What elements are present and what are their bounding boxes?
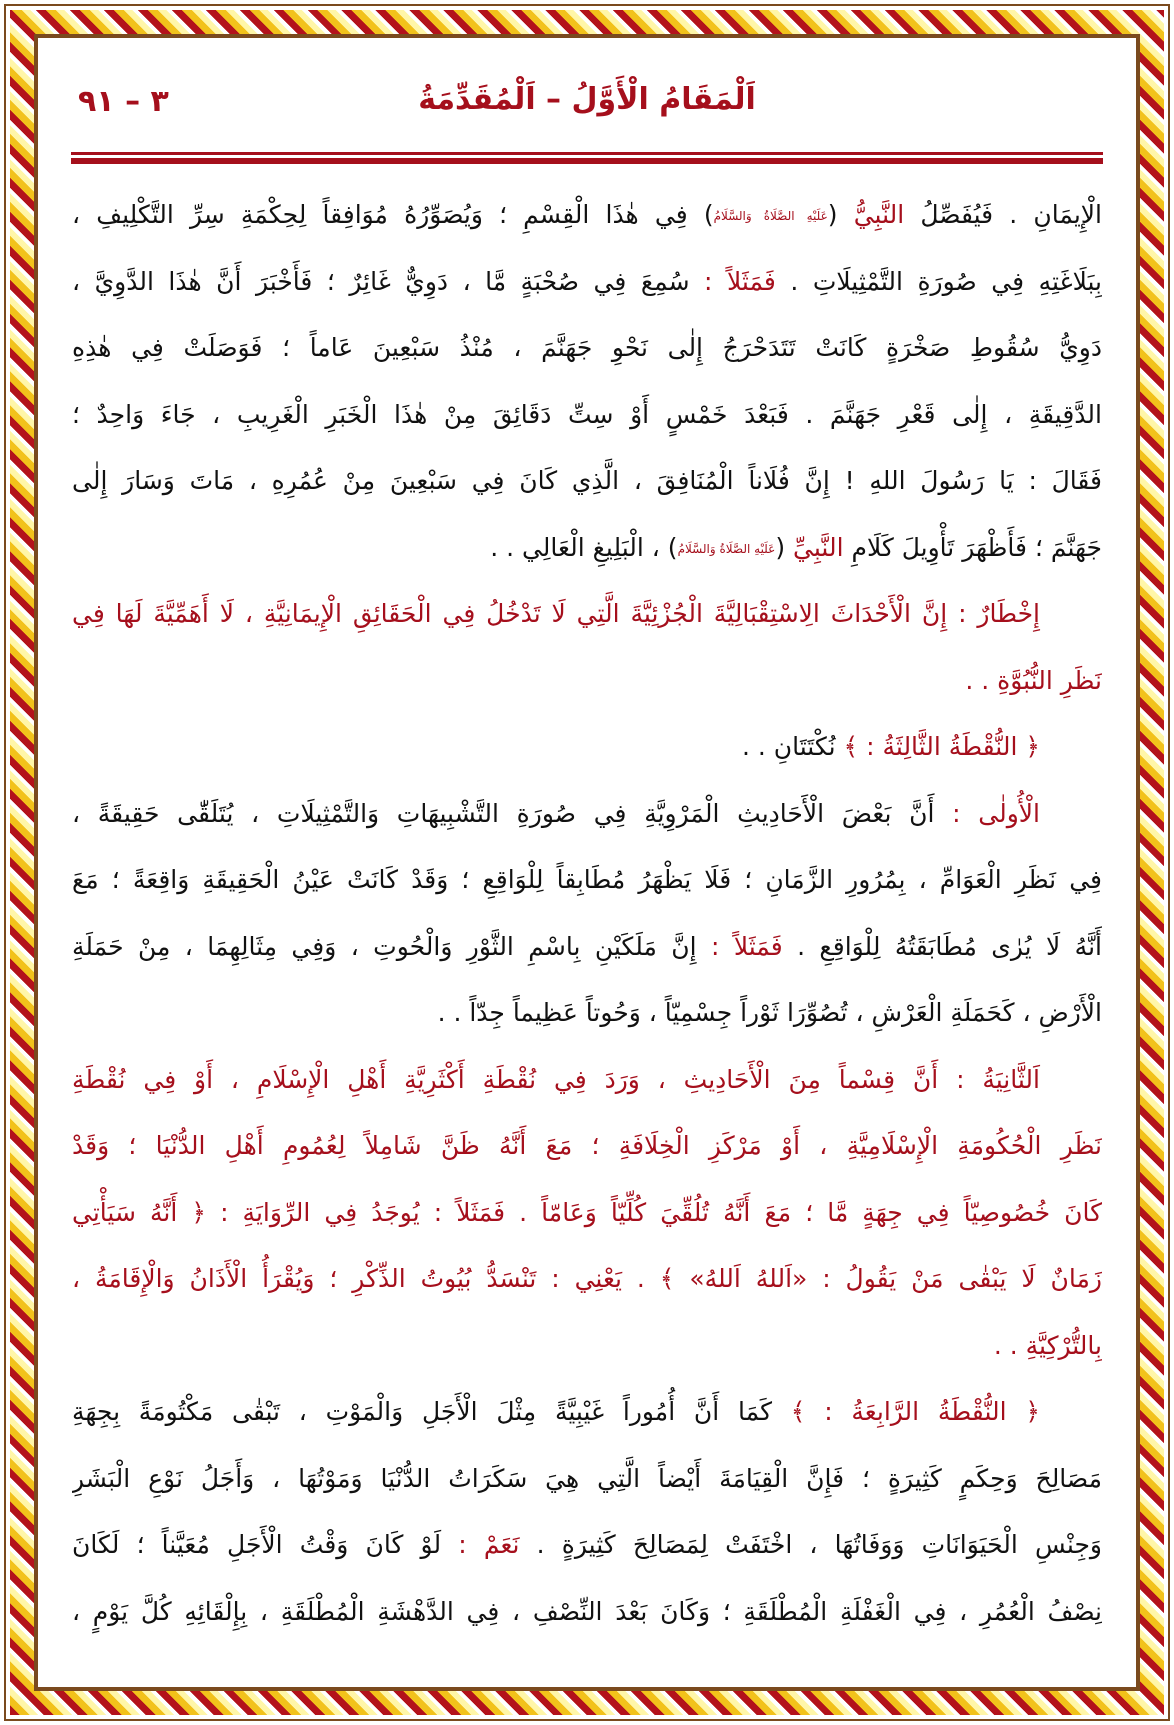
honorific-phrase: عَلَيْهِ الصَّلَاةُ وَالسَّلَامُ [677,541,776,556]
text-line [72,781,1102,848]
text-line [72,581,1102,648]
text-segment: فِي نَظَرِ الْعَوَامِّ ، بِمُرُورِ الزَّمَانِ ؛ فَلَا يَظْهَرُ مُطَابِقاً لِلْوَاقِعِ ؛ وَقَدْ كَانَتْ عَيْنُ الْحَقِيقَةِ وَاقِعَةً ؛ مَعَ [72,865,1102,894]
text-segment: أَنَّ بَعْضَ الْأَحَادِيثِ الْمَرْوِيَّةِ فِي صُورَةِ التَّشْبِيهَاتِ وَالتَّمْثِيلَاتِ ، يُتَلَقّٰى حَقِيقَةً ، [72,798,953,828]
text-segment: أَنَّهُ لَا يُرٰى مُطَابَقَتُهُ لِلْوَاقِعِ . [782,931,1102,961]
text-line [72,1579,1102,1646]
text-segment: نِصْفُ الْعُمُرِ ، فِي الْغَفْلَةِ الْمُطْلَقَةِ ؛ وَكَانَ بَعْدَ النِّصْفِ ، فِي الدَّهْشَةِ الْمُطْلَقَةِ ، بِإِلْقَائِهِ كُلَّ يَوْمٍ ، [72,1596,1102,1626]
text-segment: فَقَالَ : يَا رَسُولَ اللهِ ! إِنَّ فُلَاناً الْمُنَافِقَ ، الَّذِي كَانَ فِي سَبْعِينَ مِنْ عُمُرِهِ ، مَاتَ وَسَارَ إِلٰى [72,466,1102,495]
header-rule-thin [71,152,1103,155]
highlighted-text: اَلثَّانِيَةُ : أَنَّ قِسْماً مِنَ الْأَحَادِيثِ ، وَرَدَ فِي نُقْطَةِ أَكْثَرِيَّةِ أَهْلِ الْإِسْلَامِ ، أَوْ فِي نُقْطَةِ [72,1064,1040,1094]
highlighted-text: الْأُولٰى : [952,798,1041,828]
header-rule-thick [71,158,1103,164]
text-segment: مَصَالِحَ وَحِكَمٍ كَثِيرَةٍ ؛ فَإِنَّ الْقِيَامَةَ أَيْضاً الَّتِي هِيَ سَكَرَاتُ الدُّنْيَا وَمَوْتُهَا ، وَأَجَلُ نَوْعِ الْبَشَرِ [72,1463,1102,1493]
text-line [72,1313,1102,1380]
text-segment: كَمَا أَنَّ أُمُوراً غَيْبِيَّةً مِثْلَ الْأَجَلِ وَالْمَوْتِ ، تَبْقٰى مَكْتُومَةً بِجِهَةِ [72,1397,791,1426]
text-line [72,1446,1102,1513]
page-body-text [72,182,1102,1645]
text-segment: دَوِيُّ سُقُوطِ صَخْرَةٍ كَانَتْ تَتَدَحْرَجُ إِلٰى نَحْوِ جَهَنَّمَ ، مُنْذُ سَبْعِينَ عَاماً ؛ فَوَصَلَتْ فِي هٰذِهِ [72,333,1102,362]
text-line [72,382,1102,449]
text-line [72,1512,1102,1579]
highlighted-text: النَّبِيُّ [853,200,905,229]
highlighted-text: نَظَرِ الْحُكُومَةِ الْإِسْلَامِيَّةِ ، أَوْ مَرْكَزِ الْخِلَافَةِ ؛ مَعَ أَنَّهُ ظَنَّ شَامِلاً لِعُمُومِ أَهْلِ الدُّنْيَا ؛ وَقَدْ [72,1131,1102,1160]
highlighted-text: كَانَ خُصُوصِيّاً فِي جِهَةٍ مَّا ؛ مَعَ أَنَّهُ تُلُقِّيَ كُلِّيّاً وَعَامّاً . فَمَثَلاً : يُوجَدُ فِي الرِّوَايَةِ : ﴿ أَنَّهُ سَيَأْتِي [72,1197,1102,1227]
text-segment: الْأَرْضِ ، كَحَمَلَةِ الْعَرْشِ ، تُصُوِّرَا ثَوْراً جِسْمِيّاً ، وَحُوتاً عَظِيماً جِدّاً . . [437,998,1102,1027]
page-title: اَلْمَقَامُ الْأَوَّلُ – اَلْمُقَدِّمَةُ [418,82,756,117]
highlighted-text: زَمَانٌ لَا يَبْقٰى مَنْ يَقُولُ : «اَللهُ اَللهُ» ﴾ . يَعْنِي : تَنْسَدُّ بُيُوتُ الذِّكْرِ ؛ وَيُقْرَأُ الْأَذَانُ وَالْإِقَامَةُ ، [72,1264,1102,1293]
highlighted-text: ﴿ النُّقْطَةُ الثَّالِثَةُ : ﴾ [843,732,1040,761]
highlighted-text: ﴿ النُّقْطَةُ الرَّابِعَةُ : ﴾ [790,1397,1040,1426]
page-header [70,82,1104,142]
text-segment: ( [775,532,794,562]
text-segment: إِنَّ مَلَكَيْنِ بِاسْمِ الثَّوْرِ وَالْحُوتِ ، وَفِي مِثَالِهِمَا ، مِنْ حَمَلَةِ [72,931,711,961]
text-line [72,1379,1102,1446]
page-number: ٣ – ٩١ [78,84,169,119]
text-segment: ) ، الْبَلِيغِ الْعَالِي . . [490,532,678,562]
text-segment: ) فِي هٰذَا الْقِسْمِ ؛ وَيُصَوِّرُهُ مُوَافِقاً لِحِكْمَةِ سِرِّ التَّكْلِيفِ ، [72,200,714,229]
text-line [72,980,1102,1047]
text-line [72,847,1102,914]
text-segment: ( [827,200,854,229]
text-line [72,249,1102,316]
text-line [72,1246,1102,1313]
text-line [72,648,1102,715]
highlighted-text: إِخْطَارٌ : إِنَّ الْأَحْدَاثَ الِاسْتِقْبَالِيَّةَ الْجُزْئِيَّةَ الَّتِي لَا تَدْخُلُ فِي الْحَقَائِقِ الْإِيمَانِيَّةِ ، لَا أَهَمِّيَّةَ لَهَا فِي [72,599,1040,628]
text-line [72,182,1102,249]
text-line [72,1180,1102,1247]
text-line [72,914,1102,981]
highlighted-text: نَعَمْ : [458,1530,520,1559]
text-line [72,1047,1102,1114]
text-segment: الدَّقِيقَةِ ، إِلٰى قَعْرِ جَهَنَّمَ . فَبَعْدَ خَمْسٍ أَوْ سِتِّ دَقَائِقَ مِنْ هٰذَا الْخَبَرِ الْغَرِيبِ ، جَاءَ وَاحِدٌ ؛ [72,399,1102,429]
text-segment: نُكْتَتَانِ . . [741,732,844,761]
text-segment: سُمِعَ فِي صُحْبَةٍ مَّا ، دَوِيٌّ غَائِرٌ ؛ فَأَخْبَرَ أَنَّ هٰذَا الدَّوِيَّ ، [72,266,705,296]
highlighted-text: فَمَثَلاً : [711,931,783,961]
text-line [72,515,1102,582]
highlighted-text: بِالتُّرْكِيَّةِ . . [993,1330,1102,1360]
text-segment: بِبَلَاغَتِهِ فِي صُورَةِ التَّمْثِيلَاتِ . [775,266,1102,296]
text-segment: جَهَنَّمَ ؛ فَأَظْهَرَ تَأْوِيلَ كَلَامِ [843,532,1102,562]
highlighted-text: فَمَثَلاً : [704,266,776,296]
text-segment: لَوْ كَانَ وَقْتُ الْأَجَلِ مُعَيَّناً ؛ لَكَانَ [72,1530,459,1559]
honorific-phrase: عَلَيْهِ الصَّلَاةُ وَالسَّلَامُ [713,208,828,223]
text-segment: وَجِنْسِ الْحَيَوَانَاتِ وَوَفَاتُهَا ، اخْتَفَتْ لِمَصَالِحَ كَثِيرَةٍ . [519,1530,1102,1559]
highlighted-text: النَّبِيِّ [793,532,844,562]
text-line [72,315,1102,382]
text-line [72,1113,1102,1180]
text-segment: الْإِيمَانِ . فَيُفَصِّلُ [904,200,1102,229]
highlighted-text: نَظَرِ النُّبُوَّةِ . . [965,665,1102,695]
text-line [72,448,1102,515]
text-line [72,714,1102,781]
